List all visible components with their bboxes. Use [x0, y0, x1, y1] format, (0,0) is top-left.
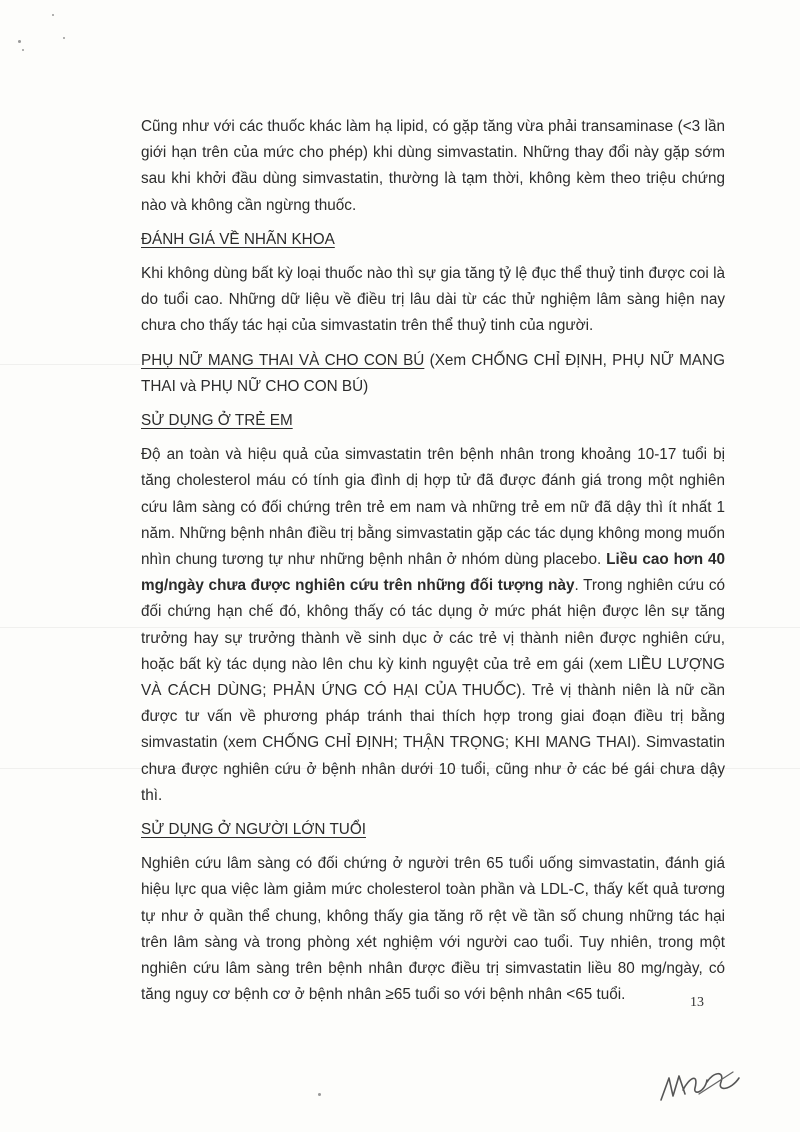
paragraph-pediatric-use [141, 442, 725, 809]
scan-speck [22, 49, 24, 51]
scan-speck [52, 14, 54, 16]
paragraph-geriatric-use: Nghiên cứu lâm sàng có đối chứng ở người trên 65 tuổi uống simvastatin, đánh giá hiệu lực qua việc làm giảm mức cholesterol toàn phần và LDL-C, thấy kết quả tương tự như ở quần thể chung, không thấy gia tăng rõ rệt về tần số chung những tác hại trên lâm sàng và trong phòng xét nghiệm với người cao tuổi. Tuy nhiên, trong một nghiên cứu lâm sàng trên bệnh nhân được điều trị simvastatin liều 80 mg/ngày, có tăng nguy cơ bệnh cơ ở bệnh nhân ≥65 tuổi so với bệnh nhân <65 tuổi. [141, 855, 725, 1004]
heading-geriatric-use: SỬ DỤNG Ở NGƯỜI LỚN TUỔI [141, 821, 366, 839]
scan-speck [318, 1093, 321, 1096]
paragraph-transaminase: Cũng như với các thuốc khác làm hạ lipid, có gặp tăng vừa phải transaminase (<3 lần giới hạn trên của mức cho phép) khi dùng simvastatin. Những thay đổi này gặp sớm sau khi khởi đầu dùng simvastatin, thường là tạm thời, không kèm theo triệu chứng nào và không cần ngừng thuốc. [141, 118, 725, 214]
pediatric-bold-text: Liều cao hơn 40 mg/ngày chưa được nghiên cứu trên những đối tượng này [141, 551, 725, 595]
scan-speck [63, 37, 65, 39]
page-number: 13 [690, 995, 704, 1010]
scan-speck [18, 40, 21, 43]
heading-pregnancy-note: (Xem CHỐNG CHỈ ĐỊNH, PHỤ NỮ MANG THAI và PHỤ NỮ CHO CON BÚ) [141, 351, 725, 395]
heading-pregnancy: PHỤ NỮ MANG THAI VÀ CHO CON BÚ [141, 351, 425, 369]
paragraph-ophthalmology: Khi không dùng bất kỳ loại thuốc nào thì sự gia tăng tỷ lệ đục thể thuỷ tinh được coi là do tuổi cao. Những dữ liệu về điều trị lâu dài từ các thử nghiệm lâm sàng hiện nay chưa cho thấy tác hại của simvastatin trên thể thuỷ tinh của người. [141, 265, 725, 335]
handwritten-signature [655, 1060, 745, 1110]
pediatric-text-2: . Trong nghiên cứu có đối chứng hạn chế đó, không thấy có tác dụng ở mức phát hiện được lên sự tăng trưởng hay sự trưởng thành về sinh dục ở các trẻ vị thành niên được nghiên cứu, hoặc bất kỳ tác dụng nào lên chu kỳ kinh nguyệt của trẻ em gái (xem LIỀU LƯỢNG VÀ CÁCH DÙNG; PHẢN ỨNG CÓ HẠI CỦA THUỐC). Trẻ vị thành niên là nữ cần được tư vấn về phương pháp tránh thai thích hợp trong giai đoạn điều trị bằng simvastatin (xem CHỐNG CHỈ ĐỊNH; THẬN TRỌNG; KHI MANG THAI). Simvastatin chưa được nghiên cứu ở bệnh nhân dưới 10 tuổi, cũng như ở các bé gái chưa dậy thì. [141, 577, 725, 804]
pediatric-text-1: Độ an toàn và hiệu quả của simvastatin trên bệnh nhân trong khoảng 10-17 tuổi bị tăng cholesterol máu có tính gia đình dị hợp tử đã được đánh giá trong một nghiên cứu lâm sàng có đối chứng trên trẻ em nam và những trẻ em nữ đã dậy thì ít nhất 1 năm. Những bệnh nhân điều trị bằng simvastatin gặp các tác dụng không mong muốn nhìn chung tương tự như những bệnh nhân ở nhóm dùng placebo. [141, 446, 725, 569]
document-body [141, 114, 725, 1017]
heading-pregnancy-block [141, 348, 725, 400]
heading-ophthalmology: ĐÁNH GIÁ VỀ NHÃN KHOA [141, 230, 335, 248]
heading-pediatric-use: SỬ DỤNG Ở TRẺ EM [141, 412, 293, 430]
scan-line [0, 364, 140, 365]
